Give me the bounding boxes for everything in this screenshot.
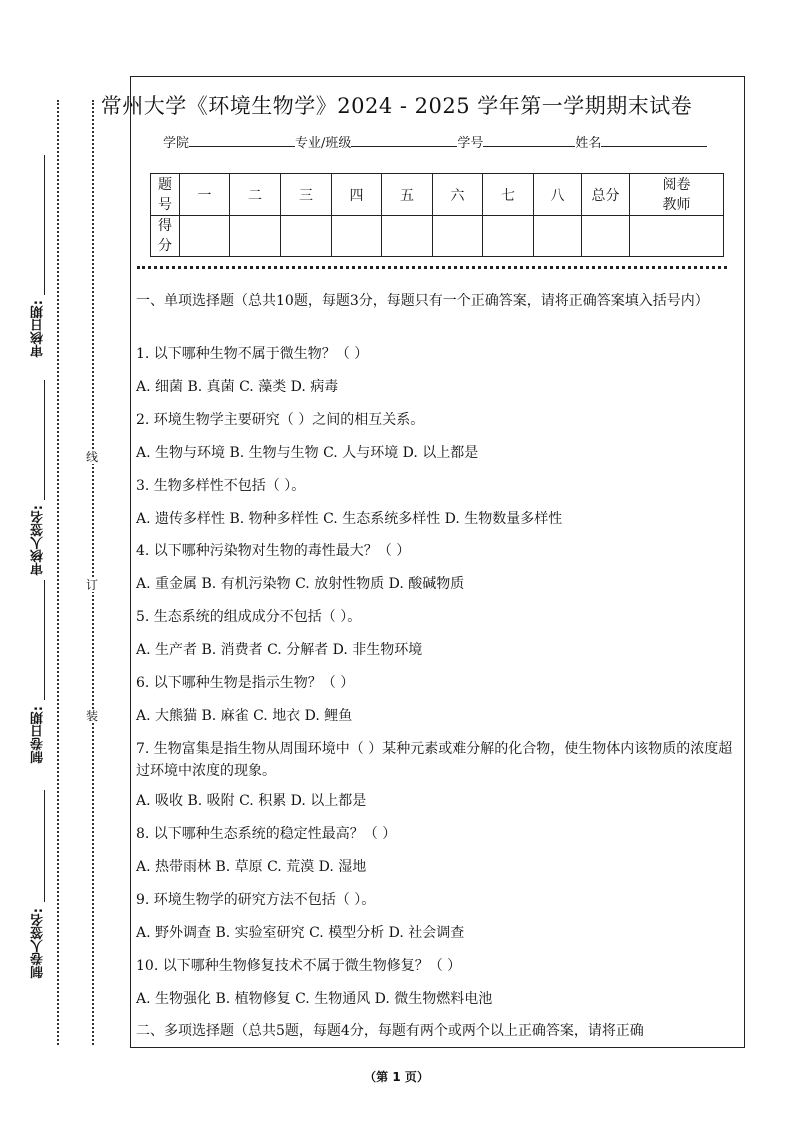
question-6: 6. 以下哪种生物是指示生物？（ ） [136,675,355,691]
score-cell[interactable] [230,216,281,257]
major-label: 专业/班级 [295,136,352,151]
review-date-line [44,155,45,295]
score-cell[interactable] [382,216,433,257]
options-5: A. 生产者 B. 消费者 C. 分解者 D. 非生物环境 [136,642,423,658]
name-label: 姓名 [575,136,602,151]
section2-heading: 二、多项选择题（总共5题，每题4分，每题有两个或两个以上正确答案，请将正确 [136,1023,644,1039]
score-cell[interactable] [281,216,332,257]
college-field[interactable] [189,134,295,147]
question-3: 3. 生物多样性不包括（ ）。 [136,478,306,494]
name-field[interactable] [601,134,707,147]
question-2: 2. 环境生物学主要研究（ ）之间的相互关系。 [136,412,425,428]
question-4: 4. 以下哪种污染物对生物的毒性最大？（ ） [136,543,411,559]
score-col-6: 六 [433,174,483,216]
college-label: 学院 [163,136,190,151]
score-col-total: 总分 [582,174,630,216]
question-10: 10. 以下哪种生物修复技术不属于微生物修复？（ ） [136,958,462,974]
question-5: 5. 生态系统的组成成分不包括（ ）。 [136,609,362,625]
make-date-label: 制卷日期: [31,706,46,764]
options-1: A. 细菌 B. 真菌 C. 藻类 D. 病毒 [136,379,339,395]
reviewer-sign-line [44,380,45,500]
exam-title-text: 常州大学《环境生物学》2024 - 2025 学年第一学期期末试卷 [100,94,693,118]
score-cell[interactable] [630,216,724,257]
options-7: A. 吸收 B. 吸附 C. 积累 D. 以上都是 [136,793,367,809]
student-no-field[interactable] [483,134,575,147]
question-9: 9. 环境生物学的研究方法不包括（ ）。 [136,892,376,908]
make-date-line [44,580,45,700]
score-table-head-question: 题 号 [151,174,180,216]
score-cell[interactable] [582,216,630,257]
score-cell[interactable] [483,216,534,257]
options-4: A. 重金属 B. 有机污染物 C. 放射性物质 D. 酸碱物质 [136,576,465,592]
score-col-4: 四 [332,174,382,216]
question-7: 7. 生物富集是指生物从周围环境中（ ）某种元素或难分解的化合物，使生物体内该物质的浓度超过环境中浓度的现象。 [136,741,733,779]
dotted-separator [137,266,727,269]
major-field[interactable] [351,134,457,147]
binding-line-char: 线 [85,450,98,464]
score-table-head-score: 得 分 [151,216,180,257]
score-cell[interactable] [332,216,382,257]
options-6: A. 大熊猫 B. 麻雀 C. 地衣 D. 鲤鱼 [136,708,353,724]
options-8: A. 热带雨林 B. 草原 C. 荒漠 D. 湿地 [136,859,367,875]
score-col-8: 八 [534,174,582,216]
binding-dotted-line-left [57,100,59,1045]
score-table [150,173,724,257]
question-8: 8. 以下哪种生态系统的稳定性最高？（ ） [136,826,397,842]
score-col-1: 一 [180,174,230,216]
options-10: A. 生物强化 B. 植物修复 C. 生物通风 D. 微生物燃料电池 [136,991,493,1007]
binding-dotted-line-right [92,100,94,1045]
question-1: 1. 以下哪种生物不属于微生物？（ ） [136,346,369,362]
binding-bind-char: 订 [85,578,98,592]
score-cell[interactable] [433,216,483,257]
review-date-label: 审核日期: [31,300,46,358]
page-number: （第 1 页） [364,1070,429,1084]
maker-sign-label: 制卷人签名: [31,908,46,979]
options-3: A. 遗传多样性 B. 物种多样性 C. 生态系统多样性 D. 生物数量多样性 [136,511,563,527]
score-cell[interactable] [534,216,582,257]
maker-sign-line [44,790,45,902]
options-2: A. 生物与环境 B. 生物与生物 C. 人与环境 D. 以上都是 [136,445,479,461]
score-col-3: 三 [281,174,332,216]
student-info-row [163,132,707,151]
reviewer-sign-label: 审核人签名: [31,505,46,576]
section1-heading: 一、单项选择题（总共10题，每题3分，每题只有一个正确答案，请将正确答案填入括号内） [136,293,709,309]
student-no-label: 学号 [457,136,484,151]
score-col-2: 二 [230,174,281,216]
score-col-grader: 阅卷 教师 [630,174,724,216]
options-9: A. 野外调查 B. 实验室研究 C. 模型分析 D. 社会调查 [136,925,465,941]
exam-title [0,90,793,120]
binding-pack-char: 装 [85,709,98,723]
score-cell[interactable] [180,216,230,257]
score-col-7: 七 [483,174,534,216]
score-col-5: 五 [382,174,433,216]
